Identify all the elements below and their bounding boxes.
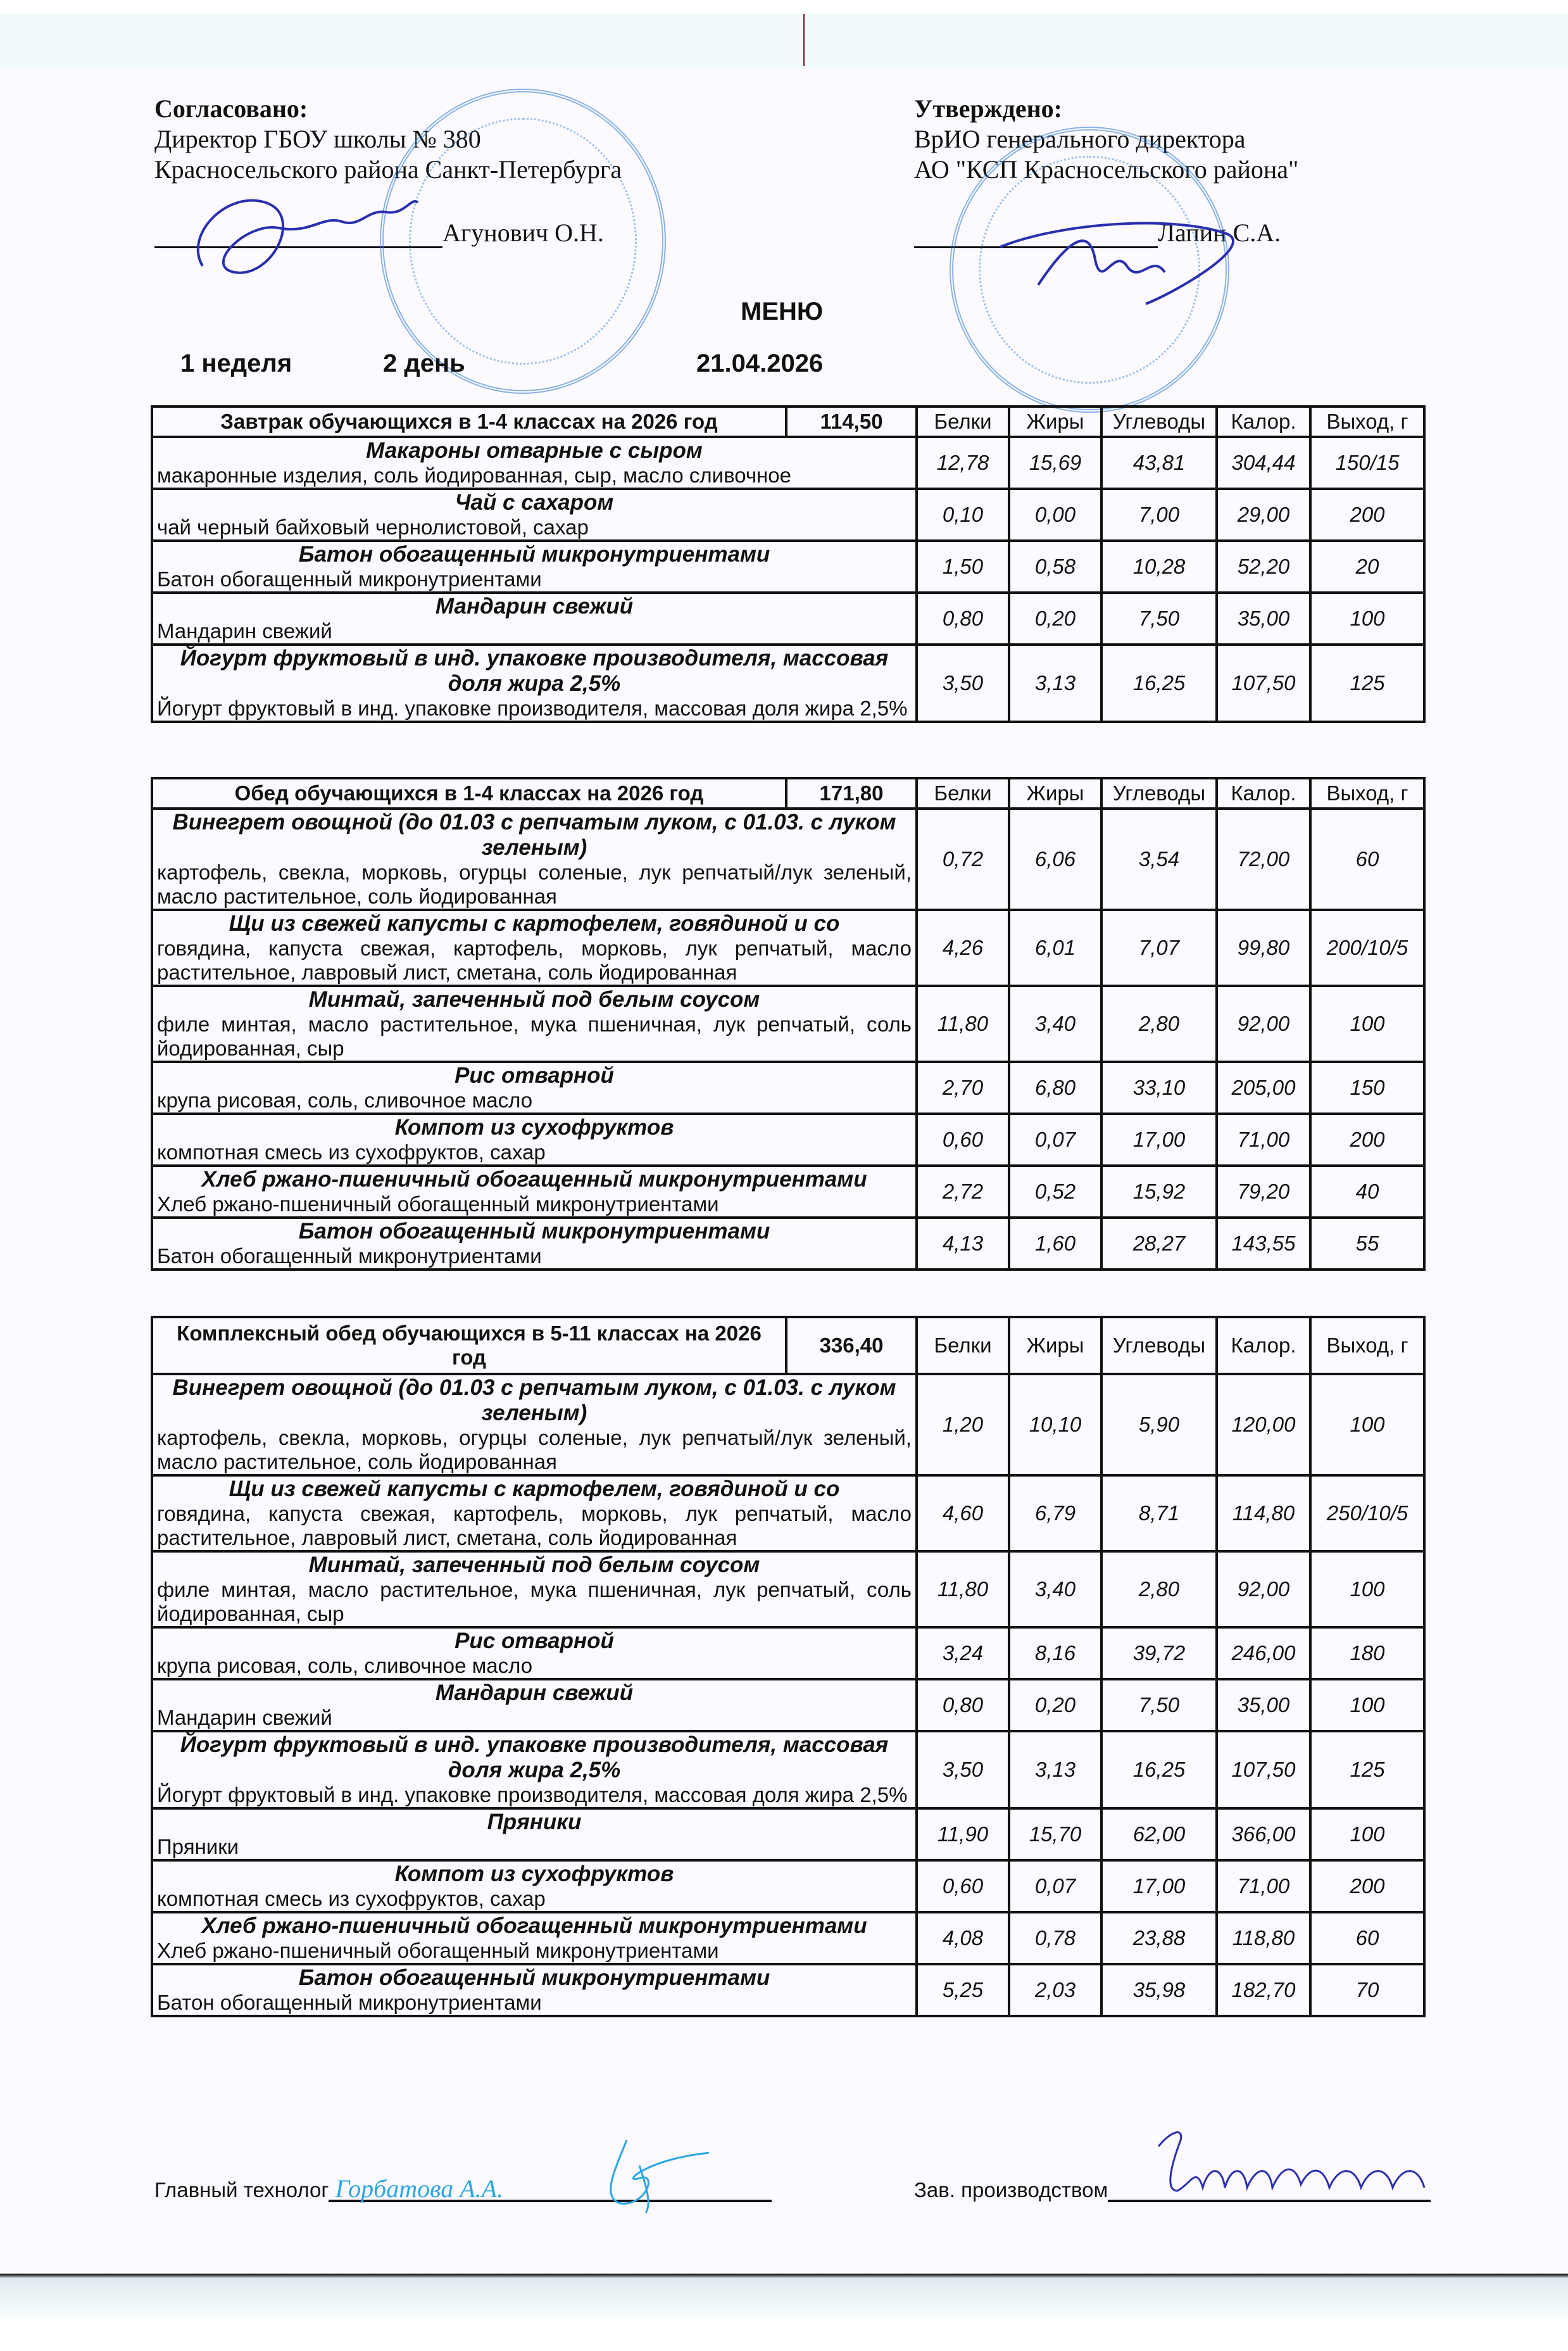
fat-value: 3,13: [1009, 1731, 1101, 1808]
portion-value: 125: [1310, 645, 1424, 722]
column-header: Жиры: [1009, 1317, 1101, 1374]
dish-composition: картофель, свекла, морковь, огурцы соленые, лук репчатый/лук зеленый, масло растительное, соль йодированная: [157, 860, 912, 908]
menu-item-row: [152, 1062, 1424, 1114]
dish-name: Пряники: [487, 1810, 582, 1834]
dish-name: Батон обогащенный микронутриентами: [298, 1219, 770, 1244]
portion-value: 20: [1310, 541, 1424, 593]
dish-composition: филе минтая, масло растительное, мука пшеничная, лук репчатый, соль йодированная, сыр: [157, 1578, 912, 1625]
dish-cell: [152, 986, 917, 1062]
calories-value: 79,20: [1217, 1166, 1310, 1218]
protein-value: 11,90: [917, 1808, 1009, 1860]
dish-cell: [152, 1166, 917, 1218]
fat-value: 6,79: [1009, 1475, 1101, 1551]
carbs-value: 16,25: [1101, 1731, 1217, 1808]
calories-value: 304,44: [1217, 437, 1310, 489]
protein-value: 0,72: [917, 809, 1009, 910]
portion-value: 100: [1310, 986, 1424, 1062]
calories-value: 107,50: [1217, 1731, 1310, 1808]
section-header-row: [152, 778, 1424, 809]
dish-cell: [152, 809, 917, 910]
chief-technologist-label: Главный технолог: [154, 2178, 329, 2202]
dish-cell: [152, 1062, 917, 1114]
menu-item-row: [152, 1860, 1424, 1912]
column-header: Калор.: [1217, 407, 1310, 437]
dish-composition: Мандарин свежий: [157, 619, 332, 643]
menu-item-row: [152, 541, 1424, 593]
portion-value: 125: [1310, 1731, 1424, 1808]
protein-value: 2,70: [917, 1062, 1009, 1114]
approval-right-signer: Лапин С.А.: [1158, 218, 1281, 247]
calories-value: 143,55: [1217, 1218, 1310, 1270]
approval-right-line1: ВрИО генерального директора: [914, 125, 1246, 153]
carbs-value: 16,25: [1101, 645, 1217, 722]
dish-name: Йогурт фруктовый в инд. упаковке производителя, массовая доля жира 2,5%: [180, 1732, 889, 1782]
dish-composition: компотная смесь из сухофруктов, сахар: [157, 1887, 546, 1910]
fat-value: 15,69: [1009, 437, 1101, 489]
menu-item-row: [152, 489, 1424, 541]
portion-value: 250/10/5: [1310, 1475, 1424, 1551]
column-header: Выход, г: [1310, 1317, 1424, 1374]
dish-name: Щи из свежей капусты с картофелем, говядиной и со: [229, 911, 840, 936]
dish-composition: Батон обогащенный микронутриентами: [157, 1991, 542, 2014]
menu-item-row: [152, 1218, 1424, 1270]
dish-cell: [152, 1218, 917, 1270]
dish-cell: [152, 1679, 917, 1731]
approval-block-left: [154, 94, 622, 248]
dish-cell: [152, 1912, 917, 1964]
section-title: Завтрак обучающихся в 1-4 классах на 2026 год: [152, 407, 786, 437]
approval-left-line1: Директор ГБОУ школы № 380: [154, 125, 481, 153]
portion-value: 60: [1310, 809, 1424, 910]
portion-value: 40: [1310, 1166, 1424, 1218]
calories-value: 182,70: [1217, 1964, 1310, 2016]
protein-value: 0,10: [917, 489, 1009, 541]
dish-composition: крупа рисовая, соль, сливочное масло: [157, 1088, 533, 1112]
calories-value: 71,00: [1217, 1860, 1310, 1912]
column-header: Выход, г: [1310, 407, 1424, 437]
menu-item-row: [152, 1912, 1424, 1964]
approval-left-line2: Красносельского района Санкт-Петербурга: [154, 155, 622, 184]
calories-value: 52,20: [1217, 541, 1310, 593]
protein-value: 5,25: [917, 1964, 1009, 2016]
section-header-row: [152, 1317, 1424, 1374]
dish-composition: Пряники: [157, 1835, 239, 1858]
calories-value: 72,00: [1217, 809, 1310, 910]
signature-line: [1108, 2178, 1431, 2202]
dish-composition: чай черный байховый чернолистовой, сахар: [157, 515, 589, 539]
calories-value: 35,00: [1217, 1679, 1310, 1731]
column-header: Углеводы: [1101, 1317, 1217, 1374]
dish-name: Рис отварной: [455, 1063, 614, 1088]
menu-item-row: [152, 437, 1424, 489]
protein-value: 4,13: [917, 1218, 1009, 1270]
dish-name: Чай с сахаром: [455, 490, 614, 515]
column-header: Жиры: [1009, 778, 1101, 809]
dish-cell: [152, 593, 917, 645]
fat-value: 8,16: [1009, 1627, 1101, 1679]
carbs-value: 23,88: [1101, 1912, 1217, 1964]
section-header-row: [152, 407, 1424, 437]
dish-cell: [152, 1808, 917, 1860]
dish-composition: говядина, капуста свежая, картофель, морковь, лук репчатый, масло растительное, лавровый лист, сметана, соль йодированная: [157, 1502, 912, 1549]
column-header: Белки: [917, 1317, 1009, 1374]
menu-item-row: [152, 1731, 1424, 1808]
dish-composition: филе минтая, масло растительное, мука пшеничная, лук репчатый, соль йодированная, сыр: [157, 1012, 912, 1060]
calories-value: 366,00: [1217, 1808, 1310, 1860]
section-price: 114,50: [786, 407, 917, 437]
menu-item-row: [152, 1374, 1424, 1475]
calories-value: 114,80: [1217, 1475, 1310, 1551]
protein-value: 11,80: [917, 1551, 1009, 1627]
carbs-value: 8,71: [1101, 1475, 1217, 1551]
carbs-value: 7,50: [1101, 1679, 1217, 1731]
dish-cell: [152, 489, 917, 541]
column-header: Жиры: [1009, 407, 1101, 437]
portion-value: 100: [1310, 1808, 1424, 1860]
protein-value: 4,26: [917, 910, 1009, 986]
protein-value: 0,80: [917, 1679, 1009, 1731]
dish-composition: макаронные изделия, соль йодированная, сыр, масло сливочное: [157, 463, 791, 487]
dish-name: Минтай, запеченный под белым соусом: [308, 987, 760, 1012]
menu-section-breakfast-1-4: [151, 405, 1426, 723]
approval-left-title: Согласовано:: [154, 94, 308, 123]
menu-item-row: [152, 809, 1424, 910]
carbs-value: 17,00: [1101, 1114, 1217, 1166]
dish-name: Винегрет овощной (до 01.03 с репчатым луком, с 01.03. с луком зеленым): [172, 810, 896, 860]
dish-cell: [152, 1731, 917, 1808]
dish-name: Компот из сухофруктов: [394, 1862, 674, 1886]
dish-cell: [152, 1114, 917, 1166]
column-header: Калор.: [1217, 1317, 1310, 1374]
dish-name: Щи из свежей капусты с картофелем, говядиной и со: [229, 1477, 840, 1501]
dish-name: Мандарин свежий: [435, 1680, 634, 1705]
dish-composition: Йогурт фруктовый в инд. упаковке производителя, массовая доля жира 2,5%: [157, 696, 908, 720]
dish-cell: [152, 1374, 917, 1475]
menu-item-row: [152, 1551, 1424, 1627]
column-header: Белки: [917, 407, 1009, 437]
portion-value: 100: [1310, 1679, 1424, 1731]
approval-block-right: [914, 94, 1298, 248]
dish-name: Рис отварной: [455, 1629, 614, 1653]
column-header: Белки: [917, 778, 1009, 809]
calories-value: 99,80: [1217, 910, 1310, 986]
portion-value: 100: [1310, 1374, 1424, 1475]
dish-cell: [152, 910, 917, 986]
carbs-value: 28,27: [1101, 1218, 1217, 1270]
fat-value: 0,20: [1009, 1679, 1101, 1731]
menu-section-lunch-1-4: [151, 777, 1426, 1271]
fat-value: 6,80: [1009, 1062, 1101, 1114]
calories-value: 120,00: [1217, 1374, 1310, 1475]
carbs-value: 5,90: [1101, 1374, 1217, 1475]
carbs-value: 2,80: [1101, 1551, 1217, 1627]
protein-value: 0,60: [917, 1860, 1009, 1912]
carbs-value: 35,98: [1101, 1964, 1217, 2016]
day-label: 2 день: [383, 350, 465, 377]
fat-value: 3,40: [1009, 986, 1101, 1062]
dish-cell: [152, 1627, 917, 1679]
approval-right-line2: АО "КСП Красносельского района": [914, 155, 1299, 184]
menu-item-row: [152, 910, 1424, 986]
approval-left-signer: Агунович О.Н.: [442, 218, 604, 247]
approval-left-signature-row: [154, 218, 622, 248]
dish-composition: Хлеб ржано-пшеничный обогащенный микронутриентами: [157, 1939, 719, 1962]
carbs-value: 17,00: [1101, 1860, 1217, 1912]
column-header: Выход, г: [1310, 778, 1424, 809]
approval-right-signature-row: [914, 218, 1298, 248]
column-header: Углеводы: [1101, 407, 1217, 437]
section-price: 171,80: [786, 778, 917, 809]
menu-title: МЕНЮ: [741, 298, 824, 325]
fat-value: 0,07: [1009, 1114, 1101, 1166]
signature-line: [154, 246, 442, 248]
protein-value: 12,78: [917, 437, 1009, 489]
protein-value: 3,24: [917, 1627, 1009, 1679]
protein-value: 2,72: [917, 1166, 1009, 1218]
carbs-value: 43,81: [1101, 437, 1217, 489]
calories-value: 71,00: [1217, 1114, 1310, 1166]
portion-value: 100: [1310, 593, 1424, 645]
fat-value: 6,01: [1009, 910, 1101, 986]
dish-composition: компотная смесь из сухофруктов, сахар: [157, 1140, 546, 1164]
approval-right-title: Утверждено:: [914, 94, 1062, 123]
menu-item-row: [152, 1475, 1424, 1551]
date-label: 21.04.2026: [696, 350, 824, 377]
portion-value: 150: [1310, 1062, 1424, 1114]
calories-value: 107,50: [1217, 645, 1310, 722]
portion-value: 180: [1310, 1627, 1424, 1679]
carbs-value: 7,00: [1101, 489, 1217, 541]
protein-value: 1,20: [917, 1374, 1009, 1475]
carbs-value: 15,92: [1101, 1166, 1217, 1218]
dish-name: Макароны отварные с сыром: [366, 438, 703, 463]
dish-composition: крупа рисовая, соль, сливочное масло: [157, 1654, 533, 1677]
menu-item-row: [152, 1114, 1424, 1166]
fat-value: 0,00: [1009, 489, 1101, 541]
dish-composition: Хлеб ржано-пшеничный обогащенный микронутриентами: [157, 1192, 719, 1216]
menu-item-row: [152, 1964, 1424, 2016]
dish-cell: [152, 1551, 917, 1627]
dish-name: Йогурт фруктовый в инд. упаковке производителя, массовая доля жира 2,5%: [180, 646, 889, 696]
fat-value: 0,58: [1009, 541, 1101, 593]
dish-cell: [152, 1475, 917, 1551]
fat-value: 2,03: [1009, 1964, 1101, 2016]
portion-value: 200/10/5: [1310, 910, 1424, 986]
fat-value: 0,78: [1009, 1912, 1101, 1964]
carbs-value: 7,50: [1101, 593, 1217, 645]
section-title: Обед обучающихся в 1-4 классах на 2026 год: [152, 778, 786, 809]
protein-value: 1,50: [917, 541, 1009, 593]
page-fold-mark: [803, 14, 805, 66]
dish-name: Винегрет овощной (до 01.03 с репчатым луком, с 01.03. с луком зеленым): [172, 1375, 896, 1425]
dish-name: Батон обогащенный микронутриентами: [298, 542, 770, 567]
chief-technologist-signature-icon: [582, 2134, 722, 2216]
carbs-value: 10,28: [1101, 541, 1217, 593]
carbs-value: 33,10: [1101, 1062, 1217, 1114]
dish-composition: Батон обогащенный микронутриентами: [157, 567, 542, 591]
portion-value: 200: [1310, 1860, 1424, 1912]
carbs-value: 39,72: [1101, 1627, 1217, 1679]
portion-value: 60: [1310, 1912, 1424, 1964]
calories-value: 205,00: [1217, 1062, 1310, 1114]
signature-line: [914, 246, 1158, 248]
dish-composition: Мандарин свежий: [157, 1706, 332, 1729]
carbs-value: 7,07: [1101, 910, 1217, 986]
protein-value: 4,08: [917, 1912, 1009, 1964]
dish-composition: Батон обогащенный микронутриентами: [157, 1244, 542, 1268]
menu-item-row: [152, 1166, 1424, 1218]
column-header: Калор.: [1217, 778, 1310, 809]
protein-value: 4,60: [917, 1475, 1009, 1551]
portion-value: 150/15: [1310, 437, 1424, 489]
fat-value: 15,70: [1009, 1808, 1101, 1860]
dish-cell: [152, 437, 917, 489]
dish-cell: [152, 1860, 917, 1912]
footer-chief-technologist: [154, 2174, 772, 2203]
carbs-value: 2,80: [1101, 986, 1217, 1062]
dish-composition: говядина, капуста свежая, картофель, морковь, лук репчатый, масло растительное, лавровый лист, сметана, соль йодированная: [157, 936, 912, 984]
menu-item-row: [152, 1679, 1424, 1731]
menu-item-row: [152, 1627, 1424, 1679]
dish-name: Мандарин свежий: [435, 594, 634, 619]
column-header: Углеводы: [1101, 778, 1217, 809]
production-head-label: Зав. производством: [914, 2178, 1108, 2202]
protein-value: 3,50: [917, 1731, 1009, 1808]
dish-cell: [152, 541, 917, 593]
portion-value: 200: [1310, 489, 1424, 541]
fat-value: 0,20: [1009, 593, 1101, 645]
week-label: 1 неделя: [180, 350, 292, 377]
dish-composition: картофель, свекла, морковь, огурцы соленые, лук репчатый/лук зеленый, масло растительное, соль йодированная: [157, 1426, 912, 1473]
fat-value: 1,60: [1009, 1218, 1101, 1270]
calories-value: 92,00: [1217, 986, 1310, 1062]
dish-composition: Йогурт фруктовый в инд. упаковке производителя, массовая доля жира 2,5%: [157, 1783, 908, 1806]
menu-item-row: [152, 593, 1424, 645]
menu-item-row: [152, 1808, 1424, 1860]
dish-name: Минтай, запеченный под белым соусом: [308, 1553, 760, 1577]
section-price: 336,40: [786, 1317, 917, 1374]
chief-technologist-handwritten-name: Горбатова А.А.: [335, 2174, 504, 2203]
fat-value: 3,13: [1009, 645, 1101, 722]
portion-value: 70: [1310, 1964, 1424, 2016]
calories-value: 35,00: [1217, 593, 1310, 645]
calories-value: 118,80: [1217, 1912, 1310, 1964]
portion-value: 55: [1310, 1218, 1424, 1270]
fat-value: 10,10: [1009, 1374, 1101, 1475]
carbs-value: 3,54: [1101, 809, 1217, 910]
calories-value: 29,00: [1217, 489, 1310, 541]
section-title: Комплексный обед обучающихся в 5-11 классах на 2026 год: [152, 1317, 786, 1374]
calories-value: 246,00: [1217, 1627, 1310, 1679]
portion-value: 100: [1310, 1551, 1424, 1627]
footer-production-head: [914, 2178, 1431, 2202]
dish-cell: [152, 1964, 917, 2016]
dish-name: Батон обогащенный микронутриентами: [298, 1965, 770, 1990]
fat-value: 3,40: [1009, 1551, 1101, 1627]
carbs-value: 62,00: [1101, 1808, 1217, 1860]
signature-line: [329, 2174, 772, 2203]
protein-value: 11,80: [917, 986, 1009, 1062]
protein-value: 3,50: [917, 645, 1009, 722]
menu-section-complex-lunch-5-11: [151, 1316, 1426, 2017]
protein-value: 0,60: [917, 1114, 1009, 1166]
fat-value: 0,07: [1009, 1860, 1101, 1912]
menu-item-row: [152, 986, 1424, 1062]
dish-name: Хлеб ржано-пшеничный обогащенный микронутриентами: [201, 1167, 867, 1192]
dish-name: Хлеб ржано-пшеничный обогащенный микронутриентами: [201, 1913, 867, 1938]
fat-value: 0,52: [1009, 1166, 1101, 1218]
dish-cell: [152, 645, 917, 722]
menu-item-row: [152, 645, 1424, 722]
fat-value: 6,06: [1009, 809, 1101, 910]
dish-name: Компот из сухофруктов: [394, 1115, 674, 1140]
protein-value: 0,80: [917, 593, 1009, 645]
calories-value: 92,00: [1217, 1551, 1310, 1627]
portion-value: 200: [1310, 1114, 1424, 1166]
